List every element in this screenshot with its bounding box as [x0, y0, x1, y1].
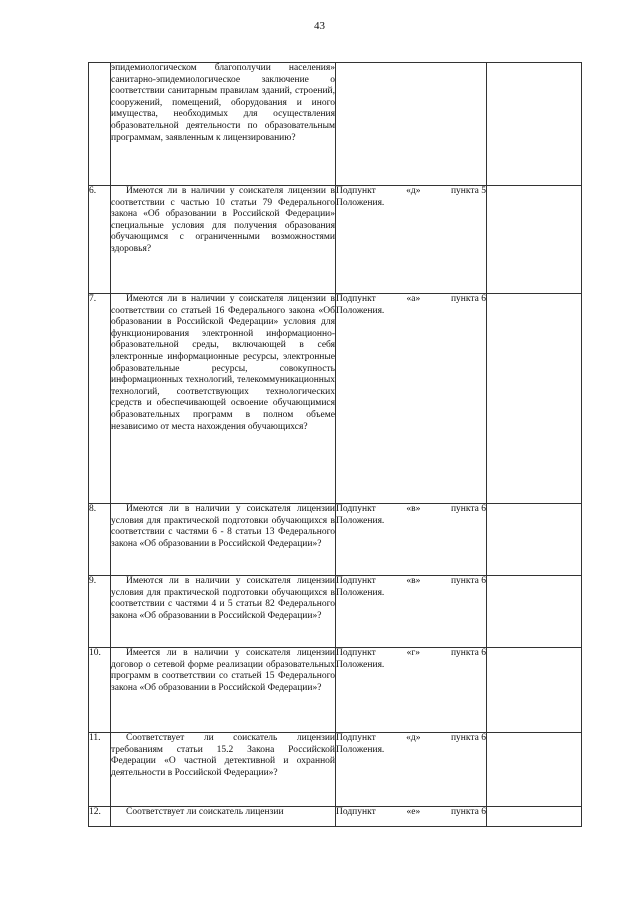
- reference-word: «е»: [406, 807, 421, 817]
- row-number: 11.: [89, 733, 111, 807]
- reference-word: «в»: [406, 576, 421, 586]
- reference-cell: [336, 807, 487, 827]
- row-number: 8.: [89, 504, 111, 576]
- reference-word: Подпункт: [336, 576, 376, 586]
- answer-cell: [487, 807, 582, 827]
- reference-line-2: Положения.: [336, 744, 385, 755]
- question-cell: [111, 576, 336, 648]
- answer-cell: [487, 648, 582, 733]
- row-number: 9.: [89, 576, 111, 648]
- question-text: Имеются ли в наличии у соискателя лицензии в соответствии с частью 10 статьи 79 Федерального закона «Об образовании в Российской Федерации» специальные условия для получения образования обучающимся с ограниченными возможностями здоровья?: [111, 186, 335, 254]
- table-row: [89, 807, 582, 827]
- table-row: [89, 63, 582, 186]
- reference-line-2: Положения.: [336, 515, 385, 526]
- question-cell: [111, 186, 336, 294]
- reference-line-2: Положения.: [336, 305, 385, 316]
- reference-cell: [336, 186, 487, 294]
- reference-word: «а»: [406, 294, 421, 304]
- question-text: Имеются ли в наличии у соискателя лицензии условия для практической подготовки обучающихся в соответствии с частями 4 и 5 статьи 82 Федерального закона «Об образовании в Российской Федерации»?: [111, 576, 335, 621]
- row-number: 6.: [89, 186, 111, 294]
- table-row: [89, 648, 582, 733]
- table-row: [89, 294, 582, 504]
- answer-cell: [487, 504, 582, 576]
- reference-cell: [336, 504, 487, 576]
- row-number: [89, 63, 111, 186]
- page-number: 43: [314, 20, 325, 32]
- reference-word: Подпункт: [336, 186, 376, 196]
- reference-word: Подпункт: [336, 294, 376, 304]
- question-cell: [111, 63, 336, 186]
- answer-cell: [487, 186, 582, 294]
- question-text: Соответствует ли соискатель лицензии требованиям статьи 15.2 Закона Российской Федерации «О частной детективной и охранной деятельности в Российской Федерации»?: [111, 733, 335, 778]
- question-text: Имеются ли в наличии у соискателя лицензии в соответствии со статьей 16 Федерального закона «Об образовании в Российской Федерации» условия для функционирования электронной информационно-образовательной среды, включающей в себя электронные информационные ресурсы, электронные образовательные ресурсы, совокупность информационных технологий, телекоммуникационных технологий, соответствующих технологических средств и обеспечивающей освоение обучающимися образовательных программ в полном объеме независимо от места нахождения обучающихся?: [111, 294, 335, 432]
- reference-word: пункта 6: [450, 648, 486, 658]
- table-row: [89, 504, 582, 576]
- reference-cell: [336, 294, 487, 504]
- question-cell: [111, 504, 336, 576]
- reference-cell: [336, 576, 487, 648]
- reference-cell: [336, 733, 487, 807]
- checklist-table: [88, 62, 582, 827]
- reference-word: пункта 6: [450, 504, 486, 514]
- reference-line-2: Положения.: [336, 197, 385, 208]
- reference-cell: [336, 63, 487, 186]
- question-cell: [111, 807, 336, 827]
- row-number: 7.: [89, 294, 111, 504]
- table-row: [89, 576, 582, 648]
- question-text: Соответствует ли соискатель лицензии: [126, 807, 284, 817]
- answer-cell: [487, 733, 582, 807]
- question-cell: [111, 733, 336, 807]
- reference-word: Подпункт: [336, 504, 376, 514]
- row-number: 12.: [89, 807, 111, 827]
- reference-word: Подпункт: [336, 733, 376, 743]
- question-cell: [111, 294, 336, 504]
- reference-word: пункта 5: [450, 186, 486, 196]
- reference-line-2: Положения.: [336, 659, 385, 670]
- table-row: [89, 733, 582, 807]
- answer-cell: [487, 576, 582, 648]
- reference-word: пункта 6: [450, 576, 486, 586]
- row-number: 10.: [89, 648, 111, 733]
- reference-cell: [336, 648, 487, 733]
- reference-line-2: Положения.: [336, 587, 385, 598]
- reference-word: «в»: [406, 504, 421, 514]
- question-text: Имеются ли в наличии у соискателя лицензии условия для практической подготовки обучающихся в соответствии с частями 6 - 8 статьи 13 Федерального закона «Об образовании в Российской Федерации»?: [111, 504, 335, 549]
- answer-cell: [487, 294, 582, 504]
- table-row: [89, 186, 582, 294]
- question-text: Имеется ли в наличии у соискателя лицензии договор о сетевой форме реализации образовательных программ в соответствии со статьей 15 Федерального закона «Об образовании в Российской Федерации»?: [111, 648, 335, 693]
- reference-word: Подпункт: [336, 807, 376, 817]
- answer-cell: [487, 63, 582, 186]
- question-text: эпидемиологическом благополучии населения» санитарно-эпидемиологическое заключение о соответствии санитарным правилам зданий, строений, сооружений, помещений, оборудования и иного имущества, необходимых для осуществления образовательной деятельности по образовательным программам, заявленным к лицензированию?: [111, 63, 335, 143]
- reference-word: «г»: [406, 648, 421, 658]
- question-cell: [111, 648, 336, 733]
- reference-word: пункта 6: [450, 807, 486, 817]
- reference-word: «д»: [406, 733, 421, 743]
- reference-word: «д»: [406, 186, 421, 196]
- reference-word: пункта 6: [450, 733, 486, 743]
- reference-word: пункта 6: [450, 294, 486, 304]
- reference-word: Подпункт: [336, 648, 376, 658]
